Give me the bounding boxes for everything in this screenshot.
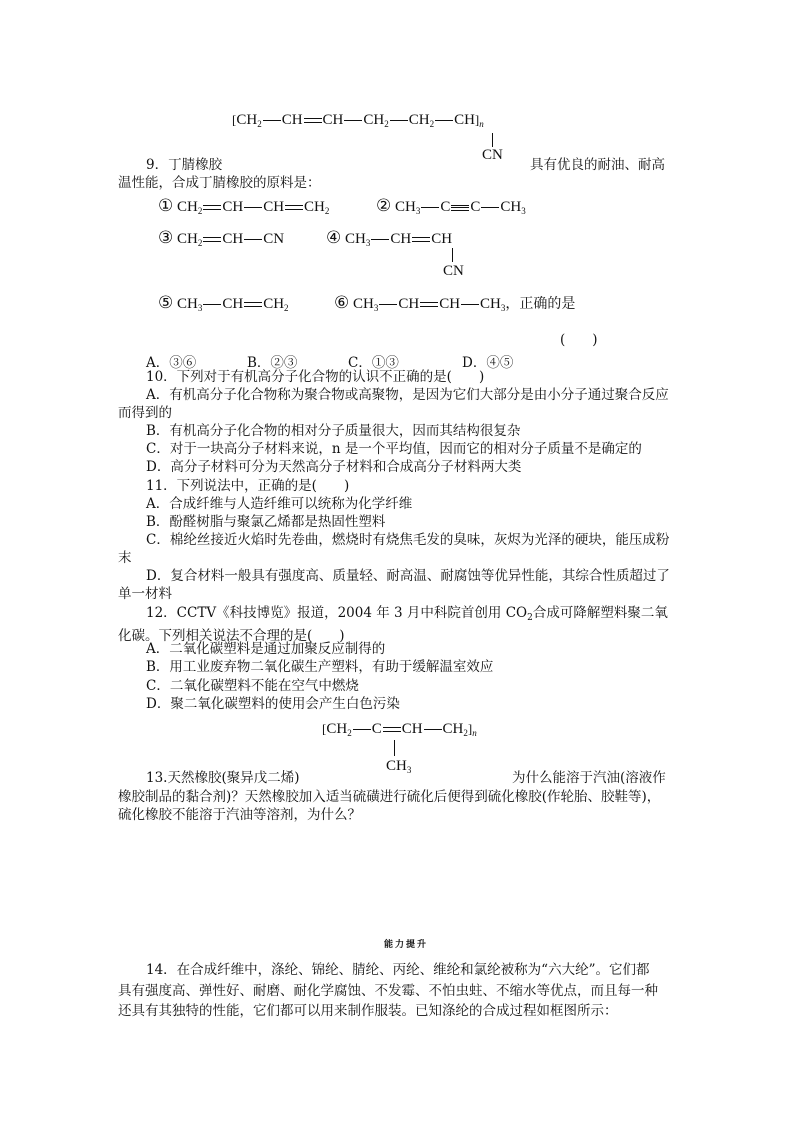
q9-option-4	[326, 228, 452, 248]
n-subscript: n	[472, 728, 477, 738]
q13-line3: 硫化橡胶不能溶于汽油等溶剂，为什么？	[118, 807, 361, 823]
atom: CH	[395, 199, 416, 215]
q9-option-4-branch: CN	[443, 263, 464, 279]
right-bracket: ]	[474, 112, 480, 127]
subscript: 2	[347, 728, 352, 738]
subscript: 2	[324, 206, 330, 216]
q9-stem-line2: 温性能，合成丁腈橡胶的原料是：	[118, 175, 321, 191]
q9-choice-b: B．②③	[247, 355, 298, 371]
q12-stem	[118, 604, 678, 645]
atom: CH	[480, 296, 501, 312]
atom: CH	[222, 296, 244, 312]
subscript: 3	[197, 303, 203, 313]
atom: C	[371, 721, 382, 737]
option-number: ④	[326, 228, 342, 248]
atom: CH	[454, 112, 475, 128]
atom: CH	[390, 231, 412, 247]
option-text: A．有机高分子化合物称为聚合物或高聚物，是因为它们大部分是由小分子通过聚合反应而得到的	[118, 387, 669, 421]
atom: CH	[353, 296, 374, 312]
q13-polymer-formula	[322, 721, 477, 738]
q9-option-1	[158, 196, 329, 216]
option-number: ⑤	[158, 293, 174, 313]
q9-choice-c: C．①③	[348, 355, 399, 371]
q14-line1: 14．在合成纤维中，涤纶、锦纶、腈纶、丙纶、维纶和氯纶被称为“六大纶”。它们都	[146, 962, 650, 978]
q13-stem-start: 13.天然橡胶(聚异戊二烯)	[146, 770, 300, 786]
q10-option-b: B．有机高分子化合物的相对分子质量很大，因而其结构很复杂	[146, 423, 521, 439]
branch-bond	[492, 133, 493, 147]
option-number: ①	[158, 196, 174, 216]
q13-branch-ch3	[386, 758, 411, 775]
subscript: 3	[521, 206, 526, 216]
atom: CN	[263, 231, 285, 247]
atom: CH	[322, 112, 344, 128]
q11-option-d	[118, 567, 678, 603]
subscript: 3	[406, 765, 412, 775]
q11-option-a: A．合成纤维与人造纤维可以统称为化学纤维	[146, 496, 413, 512]
subscript: 3	[500, 303, 506, 313]
atom: CH	[304, 199, 325, 215]
stem-text: 合成可降解塑料聚二氧化碳。下列相关说法不合理的是( )	[118, 605, 668, 644]
q9-stem-start: 9．丁腈橡胶	[146, 157, 223, 173]
subscript: 2	[384, 119, 389, 129]
subscript: 3	[373, 303, 379, 313]
option-text: D．复合材料一般具有强度高、质量轻、耐高温、耐腐蚀等优异性能，其综合性质超过了单一材料	[118, 568, 670, 602]
q11-stem: 11．下列说法中，正确的是( )	[146, 478, 350, 494]
atom: CH	[398, 296, 420, 312]
atom: CH	[236, 112, 258, 128]
atom: CH	[222, 199, 244, 215]
q11-option-b: B．酚醛树脂与聚氯乙烯都是热固性塑料	[146, 514, 386, 530]
atom: CH	[222, 231, 244, 247]
subscript: 2	[257, 119, 262, 129]
atom: CH	[431, 231, 453, 247]
atom: CH	[177, 296, 198, 312]
q9-option-2	[376, 196, 526, 216]
q9-option-6	[334, 293, 575, 313]
atom: CH	[439, 296, 461, 312]
q9-answer-paren: ( )	[560, 332, 598, 348]
branch-bond	[452, 248, 453, 262]
option-suffix: ，正确的是	[505, 296, 576, 312]
atom: CH	[386, 758, 407, 774]
q13-line2: 橡胶制品的黏合剂)？天然橡胶加入适当硫磺进行硫化后便得到硫化橡胶(作轮胎、胶鞋等)，	[118, 789, 661, 805]
q9-stem-end: 具有优良的耐油、耐高	[530, 157, 665, 173]
atom: CH	[408, 112, 430, 128]
q10-option-c: C．对于一块高分子材料来说，n 是一个平均值，因而它的相对分子质量不是确定的	[146, 441, 642, 457]
q12-option-a: A．二氧化碳塑料是通过加聚反应制得的	[146, 641, 386, 657]
atom: CH	[363, 112, 385, 128]
q13-stem-end: 为什么能溶于汽油(溶液作	[512, 770, 666, 786]
atom: CH	[263, 296, 285, 312]
q10-stem: 10．下列对于有机高分子化合物的认识不正确的是( )	[146, 369, 485, 385]
atom: CH	[401, 721, 423, 737]
q14-line2: 具有强度高、弹性好、耐磨、耐化学腐蚀、不发霉、不怕虫蛀、不缩水等优点，而且每一种	[118, 983, 658, 999]
branch-bond	[394, 740, 395, 756]
q12-option-c: C．二氧化碳塑料不能在空气中燃烧	[146, 678, 359, 694]
subscript: 2	[284, 303, 289, 313]
q10-option-d: D．高分子材料可分为天然高分子材料和合成高分子材料两大类	[146, 459, 522, 475]
q10-option-a	[118, 386, 678, 422]
atom: CH	[500, 199, 522, 215]
option-number: ⑥	[334, 293, 350, 313]
q9-choice-d: D．④⑤	[462, 355, 514, 371]
option-number: ②	[376, 196, 392, 216]
q11-option-c	[118, 531, 678, 567]
atom: C	[440, 199, 451, 215]
subscript: 3	[365, 238, 371, 248]
subscript: 2	[463, 728, 468, 738]
q12-option-d: D．聚二氧化碳塑料的使用会产生白色污染	[146, 696, 400, 712]
q12-option-b: B．用工业废弃物二氧化碳生产塑料，有助于缓解温室效应	[146, 659, 494, 675]
atom: CH	[263, 199, 285, 215]
subscript: 2	[429, 119, 435, 129]
atom: CH	[326, 721, 348, 737]
atom: CH	[177, 231, 198, 247]
atom: C	[470, 199, 481, 215]
subscript: 2	[197, 206, 203, 216]
q9-polymer-formula	[232, 112, 484, 129]
atom: CH	[345, 231, 366, 247]
q9-branch-cn: CN	[482, 147, 503, 163]
atom: CH	[177, 199, 198, 215]
stem-text: 12．CCTV《科技博览》报道，2004 年 3 月中科院首创用 CO	[146, 605, 528, 621]
left-bracket: [	[232, 112, 237, 127]
q9-option-5	[158, 293, 289, 313]
option-number: ③	[158, 228, 174, 248]
n-subscript: n	[479, 119, 484, 129]
atom: CH	[442, 721, 464, 737]
right-bracket: ]	[467, 721, 473, 736]
section-title: 能力提升	[384, 940, 429, 950]
q9-option-3	[158, 228, 284, 248]
subscript: 2	[197, 238, 203, 248]
q9-choice-a: A．③⑥	[146, 355, 197, 371]
left-bracket: [	[322, 721, 327, 736]
atom: CH	[281, 112, 303, 128]
subscript: 2	[527, 613, 533, 623]
q14-line3: 还具有其独特的性能，它们都可以用来制作服装。已知涤纶的合成过程如框图所示：	[118, 1003, 618, 1019]
subscript: 3	[415, 206, 421, 216]
option-text: C．棉纶丝接近火焰时先卷曲，燃烧时有烧焦毛发的臭味，灰烬为光泽的硬块，能压成粉末	[118, 532, 670, 566]
